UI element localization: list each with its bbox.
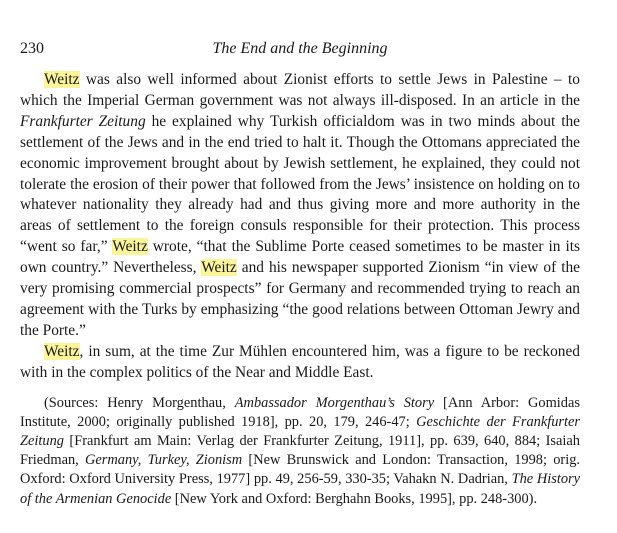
- cited-title: Germany, Turkey, Zionism: [84, 452, 243, 469]
- text-run: [Frankfurt am Main: Verlag der Frankfurter Zeitung, 1911], pp. 639, 640, 884; Isaiah Friedman,: [20, 433, 580, 469]
- paragraph-2: [20, 342, 580, 384]
- sources-note: [20, 394, 580, 509]
- text-run: wrote, “that the Sublime Porte ceased sometimes to be master in its own country.” Nevertheless,: [20, 238, 580, 277]
- cited-title: Ambassador Morgenthau’s Story: [234, 394, 435, 411]
- highlighted-term[interactable]: Weitz: [201, 259, 237, 277]
- text-run: was also well informed about Zionist efforts to settle Jews in Palestine – to which the Imperial German government was not always ill-disposed. In an article in the: [20, 71, 580, 109]
- highlighted-term[interactable]: Weitz: [44, 342, 80, 360]
- book-title: The End and the Beginning: [212, 40, 388, 57]
- text-run: and his newspaper supported Zionism “in view of the very promising commercial prospects” for Germany and recommended trying to reach an agreement with the Turks by emphasizing “the good relations between Ottoman Jewry and the Porte.”: [20, 259, 581, 339]
- newspaper-title: Frankfurter Zeitung: [20, 112, 146, 130]
- text-run: he explained why Turkish officialdom was in two minds about the settlement of the Jews and in the end tried to halt it. Though the Ottomans appreciated the economic improvement brought about by Jewish settlement, he explained, they could not tolerate the erosion of their power that followed from the Jews’ insistence on holding on to whatever nationality they already had and thus giving more and more authority in the areas of settlement to the foreign consuls responsible for their protection. This process “went so far,”: [20, 112, 580, 256]
- text-run: (Sources: Henry Morgenthau,: [44, 394, 235, 411]
- body-text: [20, 70, 580, 384]
- text-run: [New Brunswick and London: Transaction, 1998; orig. Oxford: Oxford University Press, 1977] pp. 49, 256-59, 330-35; Vahakn N. Dadrian,: [20, 452, 580, 488]
- cited-title: The History of the Armenian Genocide: [20, 471, 581, 507]
- page-number: 230: [20, 40, 44, 57]
- cited-title: Geschichte der Frankfurter Zeitung: [20, 413, 580, 449]
- highlighted-term[interactable]: Weitz: [112, 238, 148, 256]
- document-page: [20, 40, 580, 509]
- paragraph-1: [20, 70, 580, 342]
- text-run: [Ann Arbor: Gomidas Institute, 2000; originally published 1918], pp. 20, 179, 246-47;: [20, 394, 580, 430]
- text-run: , in sum, at the time Zur Mühlen encountered him, was a figure to be reckoned with in the complex politics of the Near and Middle East.: [20, 342, 580, 381]
- running-head: [20, 40, 580, 62]
- highlighted-term[interactable]: Weitz: [44, 71, 80, 88]
- text-run: [New York and Oxford: Berghahn Books, 1995], pp. 248-300).: [171, 490, 538, 507]
